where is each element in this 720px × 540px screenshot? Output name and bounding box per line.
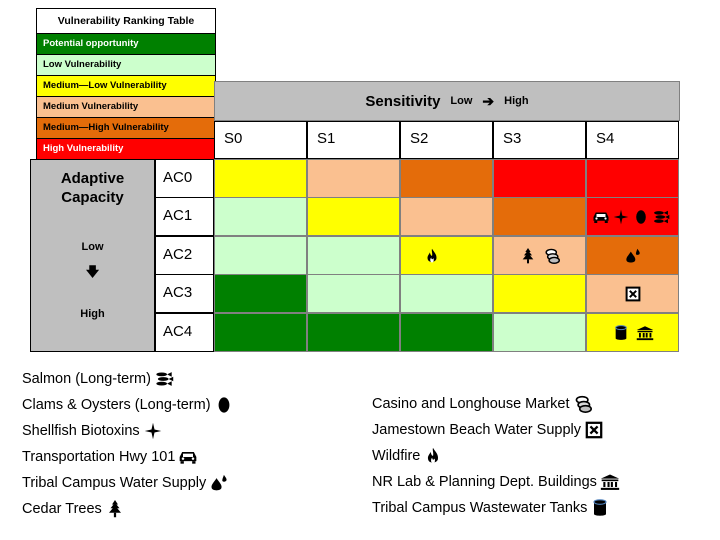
matrix-cell-ac4-s4 — [586, 313, 679, 352]
matrix-cell-ac3-s4 — [586, 274, 679, 313]
tree-icon — [105, 500, 125, 518]
oval-icon — [632, 209, 650, 225]
sensitivity-title: Sensitivity — [365, 92, 441, 110]
legend-item-label: NR Lab & Planning Dept. Buildings — [372, 474, 597, 490]
legend-item — [22, 369, 174, 389]
matrix-cell-ac1-s1 — [307, 197, 400, 236]
matrix-cell-ac1-s0 — [214, 197, 307, 236]
matrix-cell-ac4-s2 — [400, 313, 493, 352]
fish-icon — [652, 209, 670, 225]
matrix-cell-ac2-s0 — [214, 236, 307, 275]
fish-icon — [154, 370, 174, 388]
row-header-ac1: AC1 — [155, 197, 214, 236]
ranking-level: Medium—High Vulnerability — [37, 118, 215, 139]
column-header-s1: S1 — [307, 121, 400, 159]
drops-icon — [209, 474, 229, 492]
ranking-level: Medium—Low Vulnerability — [37, 76, 215, 97]
legend-item-label: Shellfish Biotoxins — [22, 423, 140, 439]
legend-item — [22, 395, 234, 415]
matrix-cell-ac1-s3 — [493, 197, 586, 236]
oval-icon — [214, 396, 234, 414]
legend-item-label: Cedar Trees — [22, 501, 102, 517]
matrix-cell-ac4-s3 — [493, 313, 586, 352]
matrix-cell-ac1-s4 — [586, 197, 679, 236]
matrix-cell-ac2-s1 — [307, 236, 400, 275]
matrix-cell-ac2-s4 — [586, 236, 679, 275]
down-arrow-icon: 🡇 — [85, 264, 100, 279]
vulnerability-ranking-table — [36, 8, 216, 160]
sparkle-icon — [612, 209, 630, 225]
legend-item-label: Salmon (Long-term) — [22, 371, 151, 387]
row-header-ac3: AC3 — [155, 274, 214, 313]
ranking-level: Low Vulnerability — [37, 55, 215, 76]
legend-item — [22, 447, 198, 467]
flame-icon — [423, 248, 441, 264]
ranking-level: High Vulnerability — [37, 139, 215, 159]
matrix-cell-ac4-s1 — [307, 313, 400, 352]
ranking-table-title: Vulnerability Ranking Table — [37, 9, 215, 34]
legend-item — [372, 498, 610, 518]
matrix-cell-ac1-s2 — [400, 197, 493, 236]
boxed-x-icon — [624, 286, 642, 302]
matrix-cell-ac3-s3 — [493, 274, 586, 313]
column-header-s2: S2 — [400, 121, 493, 159]
adaptive-capacity-low-label: Low — [81, 241, 104, 253]
legend-item — [22, 499, 125, 519]
sparkle-icon — [143, 422, 163, 440]
matrix-cell-ac3-s0 — [214, 274, 307, 313]
adaptive-capacity-title: Adaptive Capacity — [60, 170, 125, 206]
cylinder-icon — [612, 325, 630, 341]
legend-item-label: Clams & Oysters (Long-term) — [22, 397, 211, 413]
legend-item-label: Casino and Longhouse Market — [372, 396, 570, 412]
adaptive-capacity-high-label: High — [80, 308, 105, 320]
legend-item-label: Tribal Campus Water Supply — [22, 475, 207, 491]
matrix-cell-ac3-s2 — [400, 274, 493, 313]
legend-item-label: Tribal Campus Wastewater Tanks — [372, 500, 588, 516]
legend-item-label: Jamestown Beach Water Supply — [372, 422, 582, 438]
coins-icon — [573, 395, 593, 413]
matrix-cell-ac0-s1 — [307, 159, 400, 198]
drops-icon — [624, 248, 642, 264]
legend-item — [22, 473, 229, 493]
cylinder-icon — [590, 499, 610, 517]
right-arrow-icon: ➔ — [482, 92, 495, 109]
matrix-cell-ac3-s1 — [307, 274, 400, 313]
row-header-ac4: AC4 — [155, 313, 214, 352]
column-header-s0: S0 — [214, 121, 307, 159]
building-icon — [636, 325, 654, 341]
matrix-cell-ac0-s0 — [214, 159, 307, 198]
legend-item — [372, 472, 620, 492]
car-icon — [592, 209, 610, 225]
boxed-x-icon — [584, 421, 604, 439]
row-header-ac2: AC2 — [155, 236, 214, 275]
legend-item-label: Wildfire — [372, 448, 421, 464]
car-icon — [178, 448, 198, 466]
sensitivity-low-label: Low — [450, 95, 473, 107]
legend-item — [372, 446, 443, 466]
column-header-s3: S3 — [493, 121, 586, 159]
legend-item-label: Transportation Hwy 101 — [22, 449, 176, 465]
ranking-level: Medium Vulnerability — [37, 97, 215, 118]
row-header-ac0: AC0 — [155, 159, 214, 198]
matrix-cell-ac4-s0 — [214, 313, 307, 352]
sensitivity-header — [214, 81, 680, 121]
legend-item — [372, 420, 604, 440]
tree-icon — [519, 248, 537, 264]
matrix-cell-ac0-s4 — [586, 159, 679, 198]
flame-icon — [423, 447, 443, 465]
matrix-cell-ac0-s2 — [400, 159, 493, 198]
matrix-cell-ac0-s3 — [493, 159, 586, 198]
column-header-s4: S4 — [586, 121, 679, 159]
sensitivity-high-label: High — [504, 95, 529, 107]
coins-icon — [543, 248, 561, 264]
legend-item — [22, 421, 163, 441]
adaptive-capacity-label — [30, 159, 155, 352]
matrix-cell-ac2-s2 — [400, 236, 493, 275]
building-icon — [600, 473, 620, 491]
ranking-level: Potential opportunity — [37, 34, 215, 55]
legend-item — [372, 394, 593, 414]
matrix-cell-ac2-s3 — [493, 236, 586, 275]
